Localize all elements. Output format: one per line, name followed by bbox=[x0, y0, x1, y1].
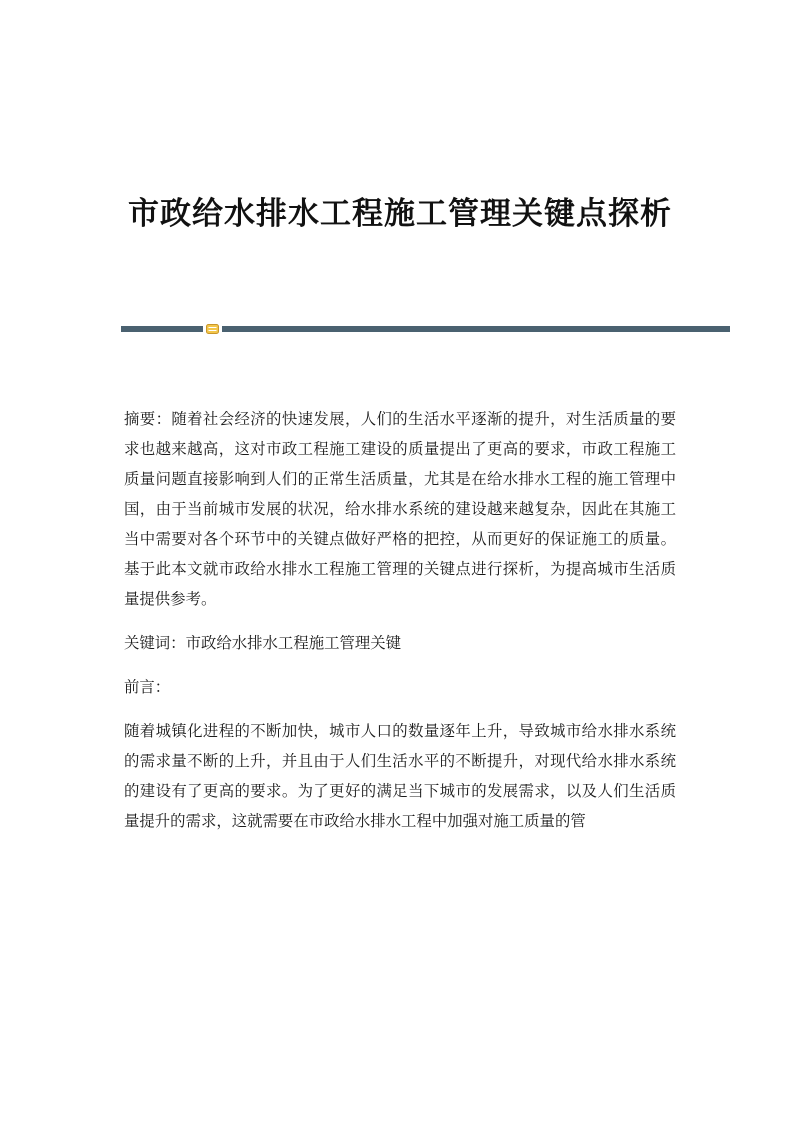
document-body bbox=[124, 404, 676, 850]
preface-heading bbox=[124, 672, 676, 702]
title-divider bbox=[121, 325, 730, 333]
divider-bar-right bbox=[222, 326, 730, 332]
abstract-label: 摘要： bbox=[124, 410, 172, 428]
intro-paragraph: 随着城镇化进程的不断加快，城市人口的数量逐年上升，导致城市给水排水系统的需求量不断的上升，并且由于人们生活水平的不断提升，对现代给水排水系统的建设有了更高的要求。为了更好的满足当下城市的发展需求，以及人们生活质量提升的需求，这就需要在市政给水排水工程中加强对施工质量的管 bbox=[124, 722, 676, 830]
abstract-text: 随着社会经济的快速发展，人们的生活水平逐渐的提升，对生活质量的要求也越来越高，这对市政工程施工建设的质量提出了更高的要求，市政工程施工质量问题直接影响到人们的正常生活质量，尤其是在给水排水工程的施工管理中国，由于当前城市发展的状况，给水排水系统的建设越来越复杂，因此在其施工当中需要对各个环节中的关键点做好严格的把控，从而更好的保证施工的质量。基于此本文就市政给水排水工程施工管理的关键点进行探析，为提高城市生活质量提供参考。 bbox=[124, 410, 676, 608]
preface-label: 前言： bbox=[124, 678, 171, 696]
keywords-paragraph bbox=[124, 628, 676, 658]
abstract-paragraph bbox=[124, 404, 676, 614]
keywords-label: 关键词： bbox=[124, 634, 186, 652]
divider-bar-left bbox=[121, 326, 203, 332]
ornament-icon bbox=[206, 324, 219, 334]
document-title: 市政给水排水工程施工管理关键点探析 bbox=[128, 196, 672, 232]
keywords-text: 市政给水排水工程施工管理关键 bbox=[185, 634, 402, 652]
